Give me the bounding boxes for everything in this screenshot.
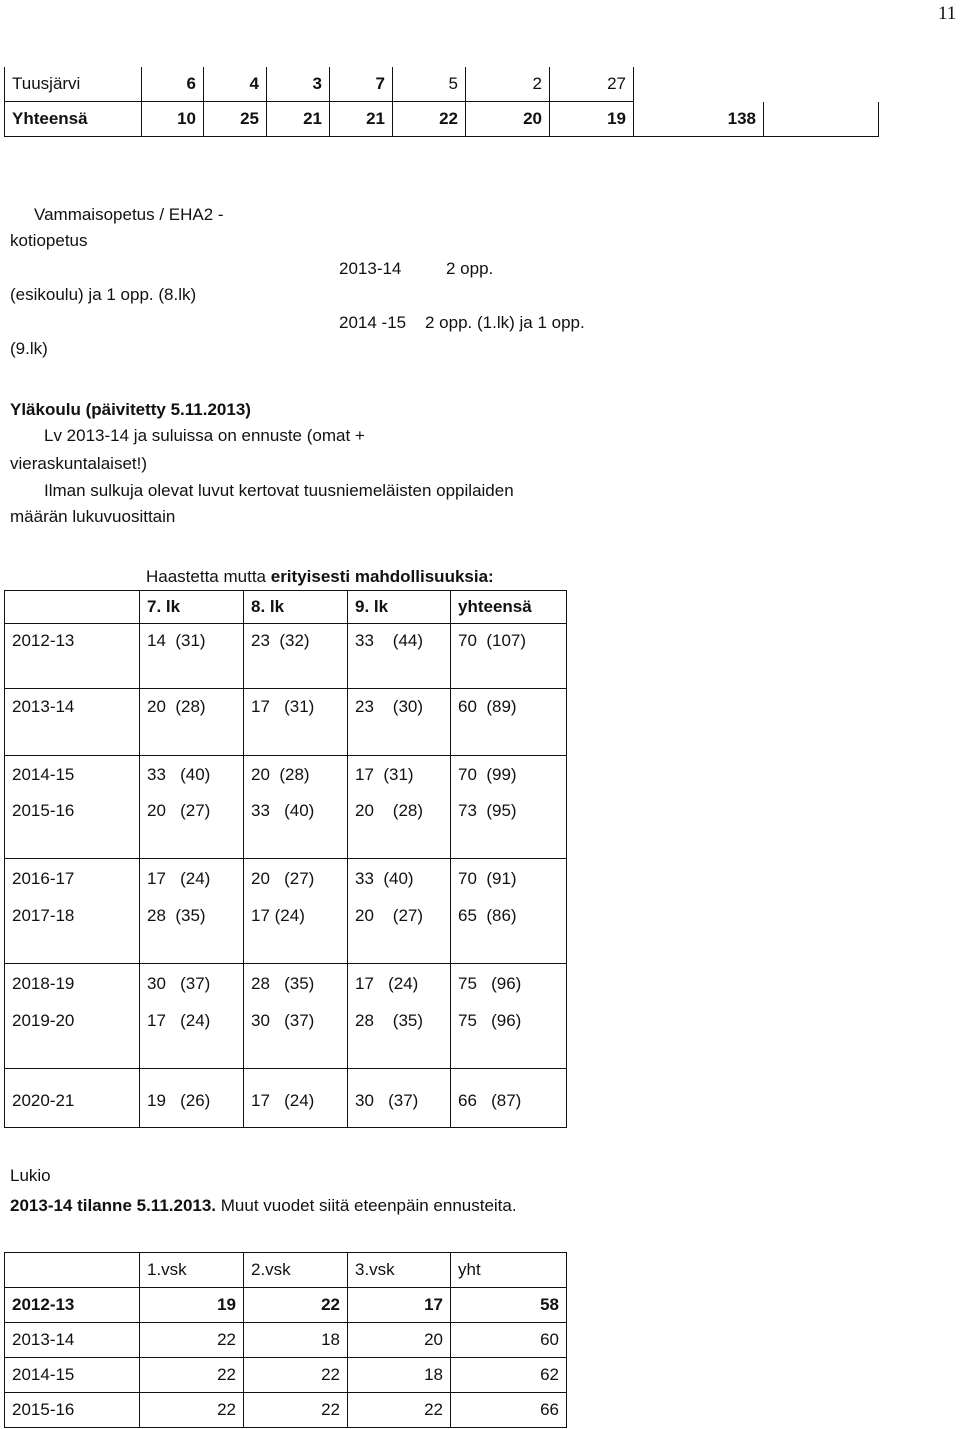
header-cell: 8. lk [244,591,348,624]
table-cell: 19 [550,102,634,137]
table-row [5,964,567,1005]
table-cell: 22 [244,1393,348,1428]
year-cell: 2015-16 [5,794,140,828]
table-cell: 60 (89) [451,689,567,726]
spacer-row [5,725,567,756]
table-cell: 20 (27) [140,794,244,828]
table-cell: 20 (28) [244,756,348,795]
table-cell: 6 [142,67,204,102]
ylakoulu-note-1b: vieraskuntalaiset!) [10,454,148,473]
year-cell: 2019-20 [5,1004,140,1038]
ylakoulu-title: Yläkoulu (päivitetty 5.11.2013) [10,400,251,419]
table-cell: 17 (24) [244,899,348,933]
table-cell: 23 (32) [244,624,348,659]
table-cell: 73 (95) [451,794,567,828]
year-cell: 2020-21 [5,1069,140,1128]
table-cell: 27 [550,67,634,102]
vammais-line-3: (esikoulu) ja 1 opp. (8.lk) [10,285,197,304]
table-cell: 18 [348,1358,451,1393]
page-number: 11 [938,3,957,24]
ylakoulu-intro [146,567,494,587]
ylakoulu-note-2a: Ilman sulkuja olevat luvut kertovat tuusniemeläisten oppilaiden [44,481,514,500]
table-row [5,756,567,795]
year-cell: 2018-19 [5,964,140,1005]
header-cell [5,591,140,624]
table-cell: 22 [140,1393,244,1428]
table-cell: 17 (24) [244,1069,348,1128]
header-cell: 2.vsk [244,1253,348,1288]
table-cell: 22 [244,1288,348,1323]
row-label: Yhteensä [5,102,142,137]
table-cell: 23 (30) [348,689,451,726]
table-cell: 22 [140,1323,244,1358]
table-cell: 21 [267,102,330,137]
table-cell: 30 (37) [348,1069,451,1128]
table-cell: 17 (24) [140,859,244,900]
table-cell: 18 [244,1323,348,1358]
table-row [5,102,879,137]
vammais-year-1: 2013-14 [339,259,402,278]
table-cell: 33 (44) [348,624,451,659]
table-header-row [5,591,567,624]
lukio-status [10,1196,517,1216]
table-cell: 58 [451,1288,567,1323]
table-cell: 30 (37) [244,1004,348,1038]
table-cell: 66 [451,1393,567,1428]
table-cell: 21 [330,102,393,137]
intro-bold: erityisesti mahdollisuuksia: [270,567,494,586]
year-cell: 2017-18 [5,899,140,933]
table-header-row [5,1253,567,1288]
table-cell: 2 [466,67,550,102]
vammais-line-2: kotiopetus [10,231,88,250]
vammais-text-1: 2 opp. [446,259,494,278]
lukio-status-regular: Muut vuodet siitä eteenpäin ennusteita. [216,1196,517,1215]
table-cell: 20 [348,1323,451,1358]
table-row [5,1069,567,1128]
table-cell: 28 (35) [244,964,348,1005]
header-cell: 9. lk [348,591,451,624]
row-label: Tuusjärvi [5,67,142,102]
table-row [5,624,567,659]
table-cell: 25 [204,102,267,137]
table-row [5,1323,567,1358]
table-cell: 28 (35) [140,899,244,933]
table-cell: 138 [634,102,764,137]
table-cell: 17 [348,1288,451,1323]
table-cell: 66 (87) [451,1069,567,1128]
table-row [5,1393,567,1428]
table-cell: 22 [140,1358,244,1393]
table-cell: 62 [451,1358,567,1393]
spacer-row [5,933,567,964]
year-cell: 2013-14 [5,689,140,726]
table-cell: 3 [267,67,330,102]
spacer-row [5,658,567,689]
vammais-line-4: (9.lk) [10,339,48,358]
table-cell: 20 (28) [348,794,451,828]
table-cell [764,67,879,102]
year-cell: 2016-17 [5,859,140,900]
table-cell: 75 (96) [451,1004,567,1038]
ylakoulu-note-2b: määrän lukuvuosittain [10,507,176,526]
table-cell: 20 (28) [140,689,244,726]
table-cell [634,67,764,102]
ylakoulu-table [4,590,567,1128]
table-cell: 22 [244,1358,348,1393]
year-cell: 2013-14 [5,1323,140,1358]
table-row [5,1004,567,1038]
table-cell: 19 (26) [140,1069,244,1128]
table-cell: 30 (37) [140,964,244,1005]
year-cell: 2012-13 [5,624,140,659]
table-cell: 33 (40) [348,859,451,900]
table-row [5,689,567,726]
table-cell [764,102,879,137]
header-cell: 3.vsk [348,1253,451,1288]
table-cell: 17 (31) [348,756,451,795]
table-cell: 70 (91) [451,859,567,900]
header-cell: 7. lk [140,591,244,624]
table-cell: 10 [142,102,204,137]
table-cell: 17 (24) [348,964,451,1005]
table-row [5,859,567,900]
table-cell: 4 [204,67,267,102]
table-cell: 75 (96) [451,964,567,1005]
table-cell: 20 [466,102,550,137]
vammais-year-2: 2014 -15 [339,313,407,332]
table-cell: 5 [393,67,466,102]
table-cell: 22 [348,1393,451,1428]
year-cell: 2014-15 [5,1358,140,1393]
lukio-status-bold: 2013-14 tilanne 5.11.2013. [10,1196,217,1215]
vammais-text-2: 2 opp. (1.lk) ja 1 opp. [425,313,585,332]
table-cell: 17 (24) [140,1004,244,1038]
table-row [5,899,567,933]
table-row [5,1358,567,1393]
header-cell: yhteensä [451,591,567,624]
header-cell [5,1253,140,1288]
table-cell: 33 (40) [244,794,348,828]
table-cell: 14 (31) [140,624,244,659]
table-cell: 70 (99) [451,756,567,795]
year-cell: 2015-16 [5,1393,140,1428]
year-cell: 2014-15 [5,756,140,795]
spacer-row [5,828,567,859]
table-cell: 22 [393,102,466,137]
table-cell: 20 (27) [348,899,451,933]
year-cell: 2012-13 [5,1288,140,1323]
header-cell: yht [451,1253,567,1288]
table-row [5,794,567,828]
table-cell: 60 [451,1323,567,1358]
lukio-table [4,1252,567,1428]
table-cell: 70 (107) [451,624,567,659]
table-cell: 19 [140,1288,244,1323]
table-cell: 65 (86) [451,899,567,933]
table-cell: 17 (31) [244,689,348,726]
table-row [5,67,879,102]
ylakoulu-note-1a: Lv 2013-14 ja suluissa on ennuste (omat + [44,426,365,445]
table-cell: 7 [330,67,393,102]
spacer-row [5,1038,567,1069]
intro-regular: Haastetta mutta [146,567,271,586]
header-cell: 1.vsk [140,1253,244,1288]
table-cell: 28 (35) [348,1004,451,1038]
lukio-title: Lukio [10,1166,51,1185]
table-row [5,1288,567,1323]
vammais-line-1: Vammaisopetus / EHA2 - [34,205,224,224]
table-cell: 20 (27) [244,859,348,900]
table-cell: 33 (40) [140,756,244,795]
top-enrollment-table [4,67,879,137]
